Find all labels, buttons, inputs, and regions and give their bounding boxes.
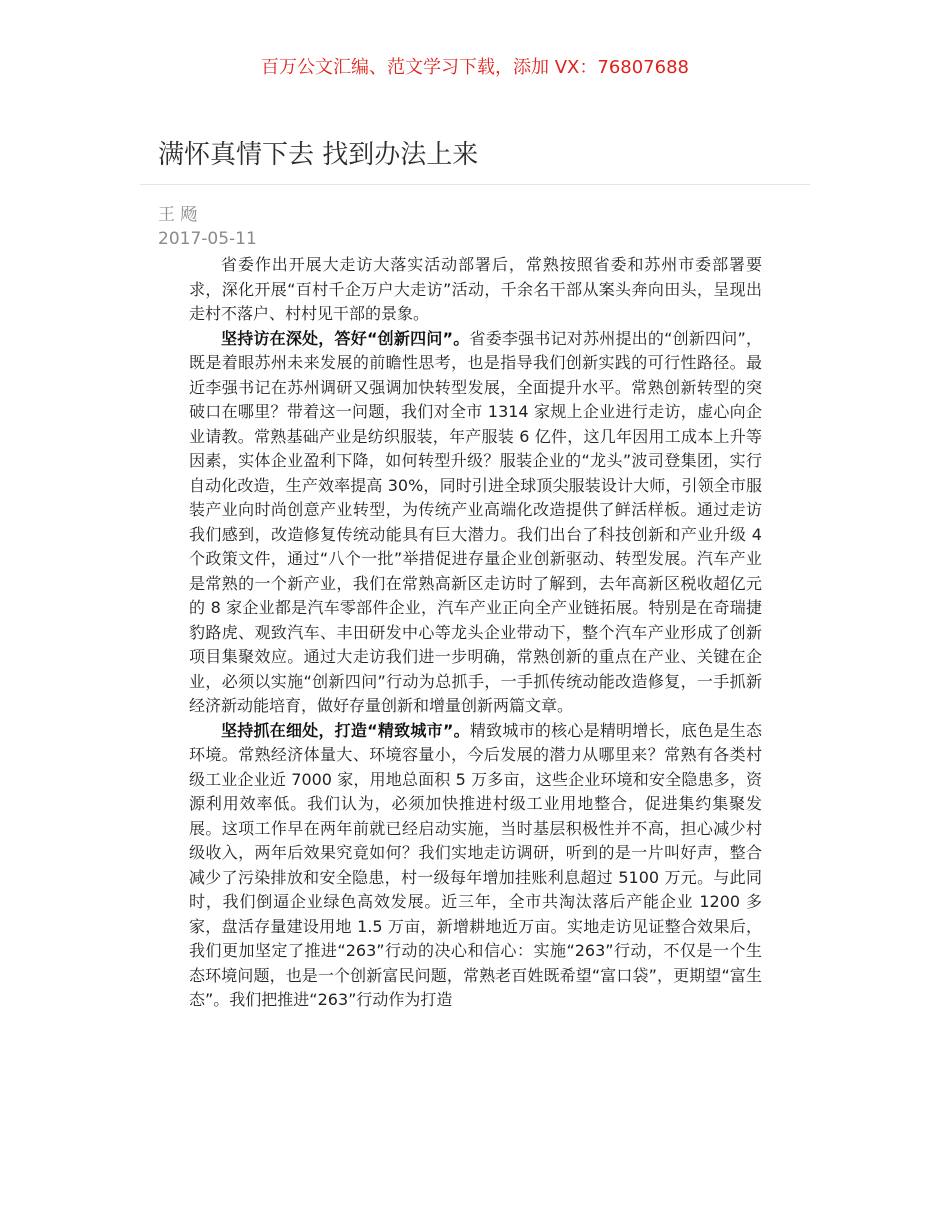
article-paragraph <box>189 253 762 327</box>
article-paragraph <box>189 719 762 1013</box>
title-divider <box>140 184 810 185</box>
article-body <box>189 253 762 1013</box>
paragraph-text: 省委作出开展大走访大落实活动部署后，常熟按照省委和苏州市委部署要求，深化开展“百村千企万户大走访”活动，千余名干部从案头奔向田头，呈现出走村不落户、村村见干部的景象。 <box>189 255 762 323</box>
paragraph-text: 省委李强书记对苏州提出的“创新四问”，既是着眼苏州未来发展的前瞻性思考，也是指导我们创新实践的可行性路径。最近李强书记在苏州调研又强调加快转型发展，全面提升水平。常熟创新转型的突破口在哪里？带着这一问题，我们对全市 1314 家规上企业进行走访，虚心向企业请教。常熟基础产业是纺织服装，年产服装 6 亿件，这几年因用工成本上升等因素，实体企业盈利下降，如何转型升级？服装企业的“龙头”波司登集团，实行自动化改造，生产效率提高 30%，同时引进全球顶尖服装设计大师，引领全市服装产业向时尚创意产业转型，为传统产业高端化改造提供了鲜活样板。通过走访我们感到，改造修复传统动能具有巨大潜力。我们出台了科技创新和产业升级 4 个政策文件，通过“八个一批”举措促进存量企业创新驱动、转型发展。汽车产业是常熟的一个新产业，我们在常熟高新区走访时了解到，去年高新区税收超亿元的 8 家企业都是汽车零部件企业，汽车产业正向全产业链拓展。特别是在奇瑞捷豹路虎、观致汽车、丰田研发中心等龙头企业带动下，整个汽车产业形成了创新项目集聚效应。通过大走访我们进一步明确，常熟创新的重点在产业、关键在企业，必须以实施“创新四问”行动为总抓手，一手抓传统动能改造修复，一手抓新经济新动能培育，做好存量创新和增量创新两篇文章。 <box>189 328 762 715</box>
paragraph-lead: 坚持访在深处，答好“创新四问”。 <box>221 328 470 348</box>
article-paragraph <box>189 327 762 719</box>
article-title: 满怀真情下去 找到办法上来 <box>158 140 479 170</box>
article-date: 2017-05-11 <box>158 229 257 249</box>
paragraph-lead: 坚持抓在细处，打造“精致城市”。 <box>221 720 470 740</box>
header-banner: 百万公文汇编、范文学习下载，添加 VX：76807688 <box>261 57 689 78</box>
paragraph-text: 精致城市的核心是精明增长，底色是生态环境。常熟经济体量大、环境容量小，今后发展的潜力从哪里来？常熟有各类村级工业企业近 7000 家，用地总面积 5 万多亩，这些企业环境和安全隐患多，资源利用效率低。我们认为，必须加快推进村级工业用地整合，促进集约集聚发展。这项工作早在两年前就已经启动实施，当时基层积极性并不高，担心减少村级收入，两年后效果究竟如何？我们实地走访调研，听到的是一片叫好声，整合减少了污染排放和安全隐患，村一级每年增加挂账利息超过 5100 万元。与此同时，我们倒逼企业绿色高效发展。近三年，全市共淘汰落后产能企业 1200 多家，盘活存量建设用地 1.5 万亩，新增耕地近万亩。实地走访见证整合效果后，我们更加坚定了推进“263”行动的决心和信心：实施“263”行动，不仅是一个生态环境问题，也是一个创新富民问题，常熟老百姓既希望“富口袋”，更期望“富生态”。我们把推进“263”行动作为打造 <box>189 720 762 1009</box>
article-author: 王 飏 <box>158 205 198 225</box>
